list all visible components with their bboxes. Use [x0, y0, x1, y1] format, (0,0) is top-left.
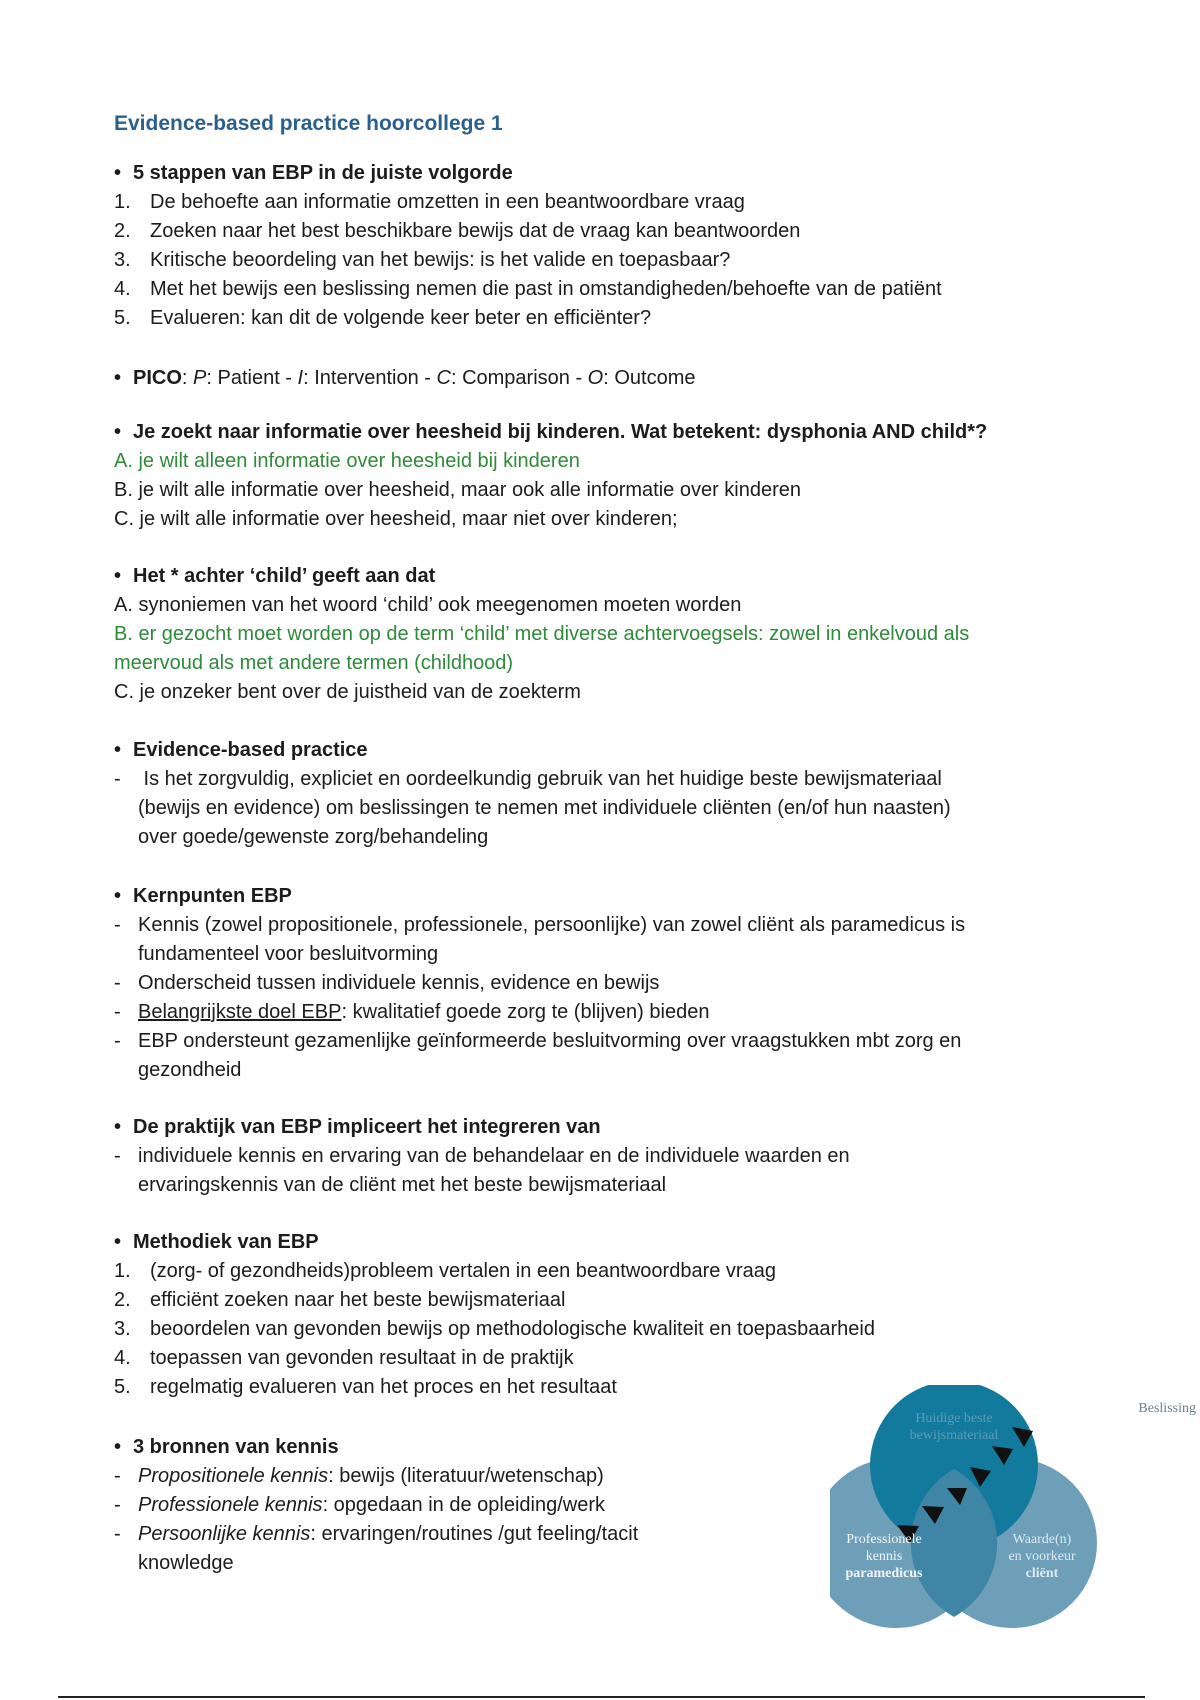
section-heading: • Je zoekt naar informatie over heesheid bij kinderen. Wat betekent: dysphonia AND child*?	[114, 421, 988, 443]
list-item-continued: gezondheid	[138, 1059, 242, 1081]
list-item: 3. Kritische beoordeling van het bewijs: is het valide en toepasbaar?	[114, 249, 731, 271]
list-item: - individuele kennis en ervaring van de behandelaar en de individuele waarden en	[114, 1145, 850, 1167]
venn-label: Professionele	[846, 1532, 922, 1547]
list-item: - Persoonlijke kennis: ervaringen/routines /gut feeling/tacit	[114, 1523, 639, 1545]
list-item-continued: over goede/gewenste zorg/behandeling	[138, 826, 489, 848]
list-item: - EBP ondersteunt gezamenlijke geïnformeerde besluitvorming over vraagstukken mbt zorg en	[114, 1030, 962, 1052]
section-heading: • Methodiek van EBP	[114, 1231, 319, 1253]
list-item: 4. Met het bewijs een beslissing nemen die past in omstandigheden/behoefte van de patiënt	[114, 278, 942, 300]
pico-line: • PICO: P: Patient - I: Intervention - C: Comparison - O: Outcome	[114, 367, 696, 389]
list-item: 1. (zorg- of gezondheids)probleem vertalen in een beantwoordbare vraag	[114, 1260, 776, 1282]
section-heading: • 5 stappen van EBP in de juiste volgorde	[114, 162, 513, 184]
section-pico	[114, 364, 1114, 393]
answer-correct: A. je wilt alleen informatie over heesheid bij kinderen	[114, 450, 580, 472]
venn-label: kennis	[865, 1549, 903, 1564]
answer-option: B. je wilt alle informatie over heesheid, maar ook alle informatie over kinderen	[114, 479, 802, 501]
list-item: 2. efficiënt zoeken naar het beste bewijsmateriaal	[114, 1289, 566, 1311]
answer-correct: B. er gezocht moet worden op de term ‘child’ met diverse achtervoegsels: zowel in enkelvoud als	[114, 623, 970, 645]
list-item: 1. De behoefte aan informatie omzetten in een beantwoordbare vraag	[114, 191, 745, 213]
list-item: - Propositionele kennis: bewijs (literatuur/wetenschap)	[114, 1465, 604, 1487]
answer-option: C. je onzeker bent over de juistheid van de zoekterm	[114, 681, 581, 703]
section-question-asterisk	[114, 562, 1114, 707]
section-heading: • De praktijk van EBP impliceert het integreren van	[114, 1116, 601, 1138]
answer-option: A. synoniemen van het woord ‘child’ ook meegenomen moeten worden	[114, 594, 742, 616]
section-praktijk	[114, 1113, 1114, 1200]
list-item: 5. Evalueren: kan dit de volgende keer beter en efficiënter?	[114, 307, 652, 329]
list-item-continued: fundamenteel voor besluitvorming	[138, 943, 439, 965]
section-heading: • Kernpunten EBP	[114, 885, 292, 907]
section-question-dysphonia	[114, 418, 1114, 534]
page-title: Evidence-based practice hoorcollege 1	[114, 112, 503, 135]
venn-label: bewijsmateriaal	[909, 1428, 999, 1443]
list-item: - Is het zorgvuldig, expliciet en oordeelkundig gebruik van het huidige beste bewijsmateriaal	[114, 768, 942, 790]
footer-divider	[58, 1696, 1145, 1698]
list-item: - Kennis (zowel propositionele, professionele, persoonlijke) van zowel cliënt als paramedicus is	[114, 914, 966, 936]
decision-label: Beslissing	[1138, 1401, 1196, 1416]
venn-label: Waarde(n)	[1012, 1532, 1072, 1547]
list-item: 2. Zoeken naar het best beschikbare bewijs dat de vraag kan beantwoorden	[114, 220, 801, 242]
list-item: 3. beoordelen van gevonden bewijs op methodologische kwaliteit en toepasbaarheid	[114, 1318, 875, 1340]
section-methodiek	[114, 1228, 1114, 1402]
answer-option: C. je wilt alle informatie over heesheid, maar niet over kinderen;	[114, 508, 678, 530]
section-heading: • Het * achter ‘child’ geeft aan dat	[114, 565, 436, 587]
venn-label: paramedicus	[845, 1566, 923, 1581]
section-bronnen	[114, 1433, 734, 1578]
list-item: - Onderscheid tussen individuele kennis, evidence en bewijs	[114, 972, 660, 994]
list-item: 5. regelmatig evalueren van het proces en het resultaat	[114, 1376, 617, 1398]
venn-label: en voorkeur	[1008, 1549, 1076, 1564]
venn-label: Huidige beste	[915, 1411, 993, 1426]
section-heading: • 3 bronnen van kennis	[114, 1436, 339, 1458]
section-ebp-steps	[114, 159, 1114, 333]
section-heading: • Evidence-based practice	[114, 739, 368, 761]
list-item: - Belangrijkste doel EBP: kwalitatief goede zorg te (blijven) bieden	[114, 1001, 710, 1023]
section-kernpunten	[114, 882, 1114, 1085]
list-item-continued: (bewijs en evidence) om beslissingen te nemen met individuele cliënten (en/of hun naasten)	[138, 797, 951, 819]
ebp-venn-diagram	[830, 1385, 1200, 1645]
list-item: 4. toepassen van gevonden resultaat in de praktijk	[114, 1347, 574, 1369]
section-ebp-definition	[114, 736, 1114, 852]
answer-correct-continued: meervoud als met andere termen (childhood)	[114, 652, 514, 674]
list-item: - Professionele kennis: opgedaan in de opleiding/werk	[114, 1494, 605, 1516]
venn-label: cliënt	[1025, 1566, 1059, 1581]
list-item-continued: ervaringskennis van de cliënt met het beste bewijsmateriaal	[138, 1174, 667, 1196]
list-item-continued: knowledge	[138, 1552, 234, 1574]
